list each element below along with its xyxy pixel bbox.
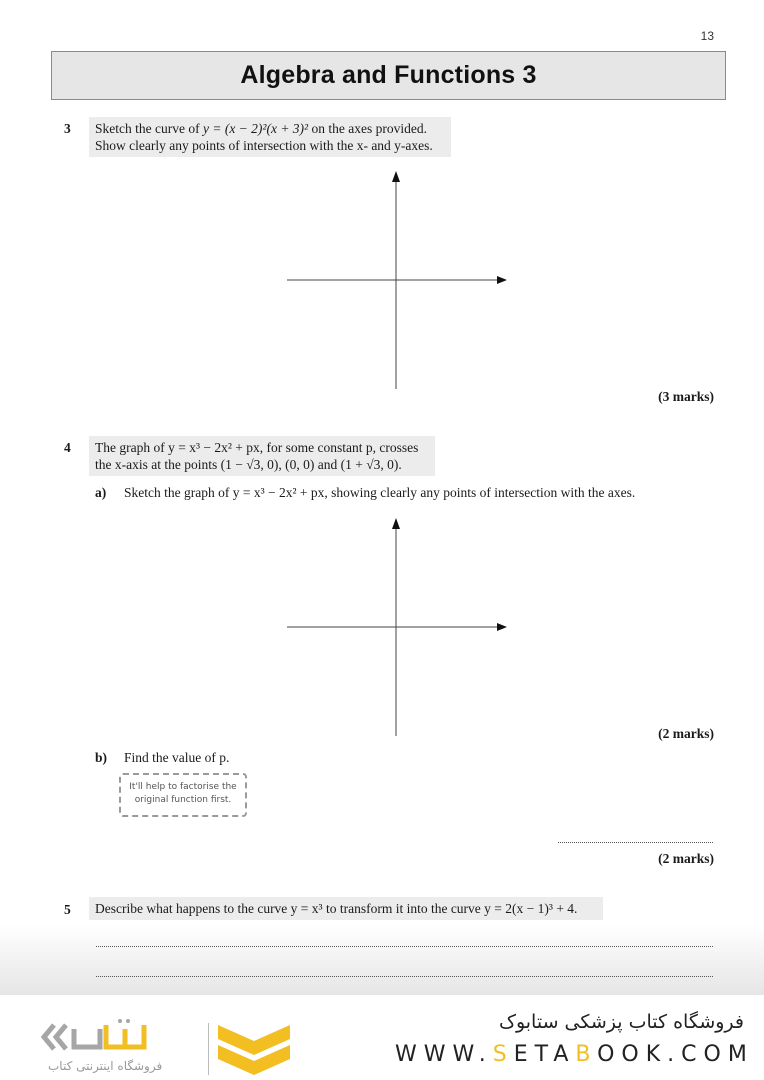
question-3-number: 3 (64, 121, 71, 136)
question-4a-marks: (2 marks) (658, 726, 714, 741)
logo-divider (208, 1023, 209, 1075)
question-5-answer-line-2[interactable] (96, 976, 713, 977)
question-5-text: Describe what happens to the curve y = x³ to transform it into the curve y = 2(x − 1)³ + 4. (89, 897, 603, 920)
footer-banner (0, 995, 764, 1080)
website-url[interactable]: WWW.SETABOOK.COM (395, 1042, 754, 1067)
question-4b-text: Find the value of p. (124, 750, 230, 765)
page-number: 13 (700, 29, 714, 43)
chapter-title-bar (51, 51, 726, 100)
question-3-text (89, 117, 451, 157)
question-4b-answer-line[interactable] (558, 842, 713, 843)
question-4b-label: b) (95, 750, 108, 765)
shop-name-persian: فروشگاه کتاب پزشکی ستابوک (498, 1011, 744, 1033)
question-4a-text: Sketch the graph of y = x³ − 2x² + px, showing clearly any points of intersection with the axes. (124, 485, 636, 500)
question-3-axes[interactable] (280, 165, 515, 395)
question-3-equation: y = (x − 2)²(x + 3)² (202, 121, 309, 136)
chapter-title: Algebra and Functions 3 (240, 61, 537, 89)
question-4b-marks: (2 marks) (658, 851, 714, 866)
bottom-fade (0, 925, 764, 995)
hint-box: It'll help to factorise the original function first. (119, 773, 247, 817)
question-3-line-2: Show clearly any points of intersection with the x- and y-axes. (95, 138, 433, 153)
question-5-number: 5 (64, 902, 71, 917)
logo-subtitle: فروشگاه اینترنتی کتاب (48, 1059, 163, 1073)
setabook-logo-wordmark (40, 1017, 150, 1057)
question-4a-label: a) (95, 485, 107, 500)
setabook-chevron-logo-icon (218, 1023, 290, 1079)
question-4-line-2: the x-axis at the points (1 − √3, 0), (0, 0) and (1 + √3, 0). (95, 457, 402, 472)
question-5-answer-line-1[interactable] (96, 946, 713, 947)
question-4-number: 4 (64, 440, 71, 455)
question-3-line-1: Sketch the curve of y = (x − 2)²(x + 3)² on the axes provided. (95, 121, 427, 136)
question-4a-axes[interactable] (280, 512, 515, 742)
question-4-text (89, 436, 435, 476)
question-4-line-1: The graph of y = x³ − 2x² + px, for some constant p, crosses (95, 440, 419, 455)
question-3-marks: (3 marks) (658, 389, 714, 404)
